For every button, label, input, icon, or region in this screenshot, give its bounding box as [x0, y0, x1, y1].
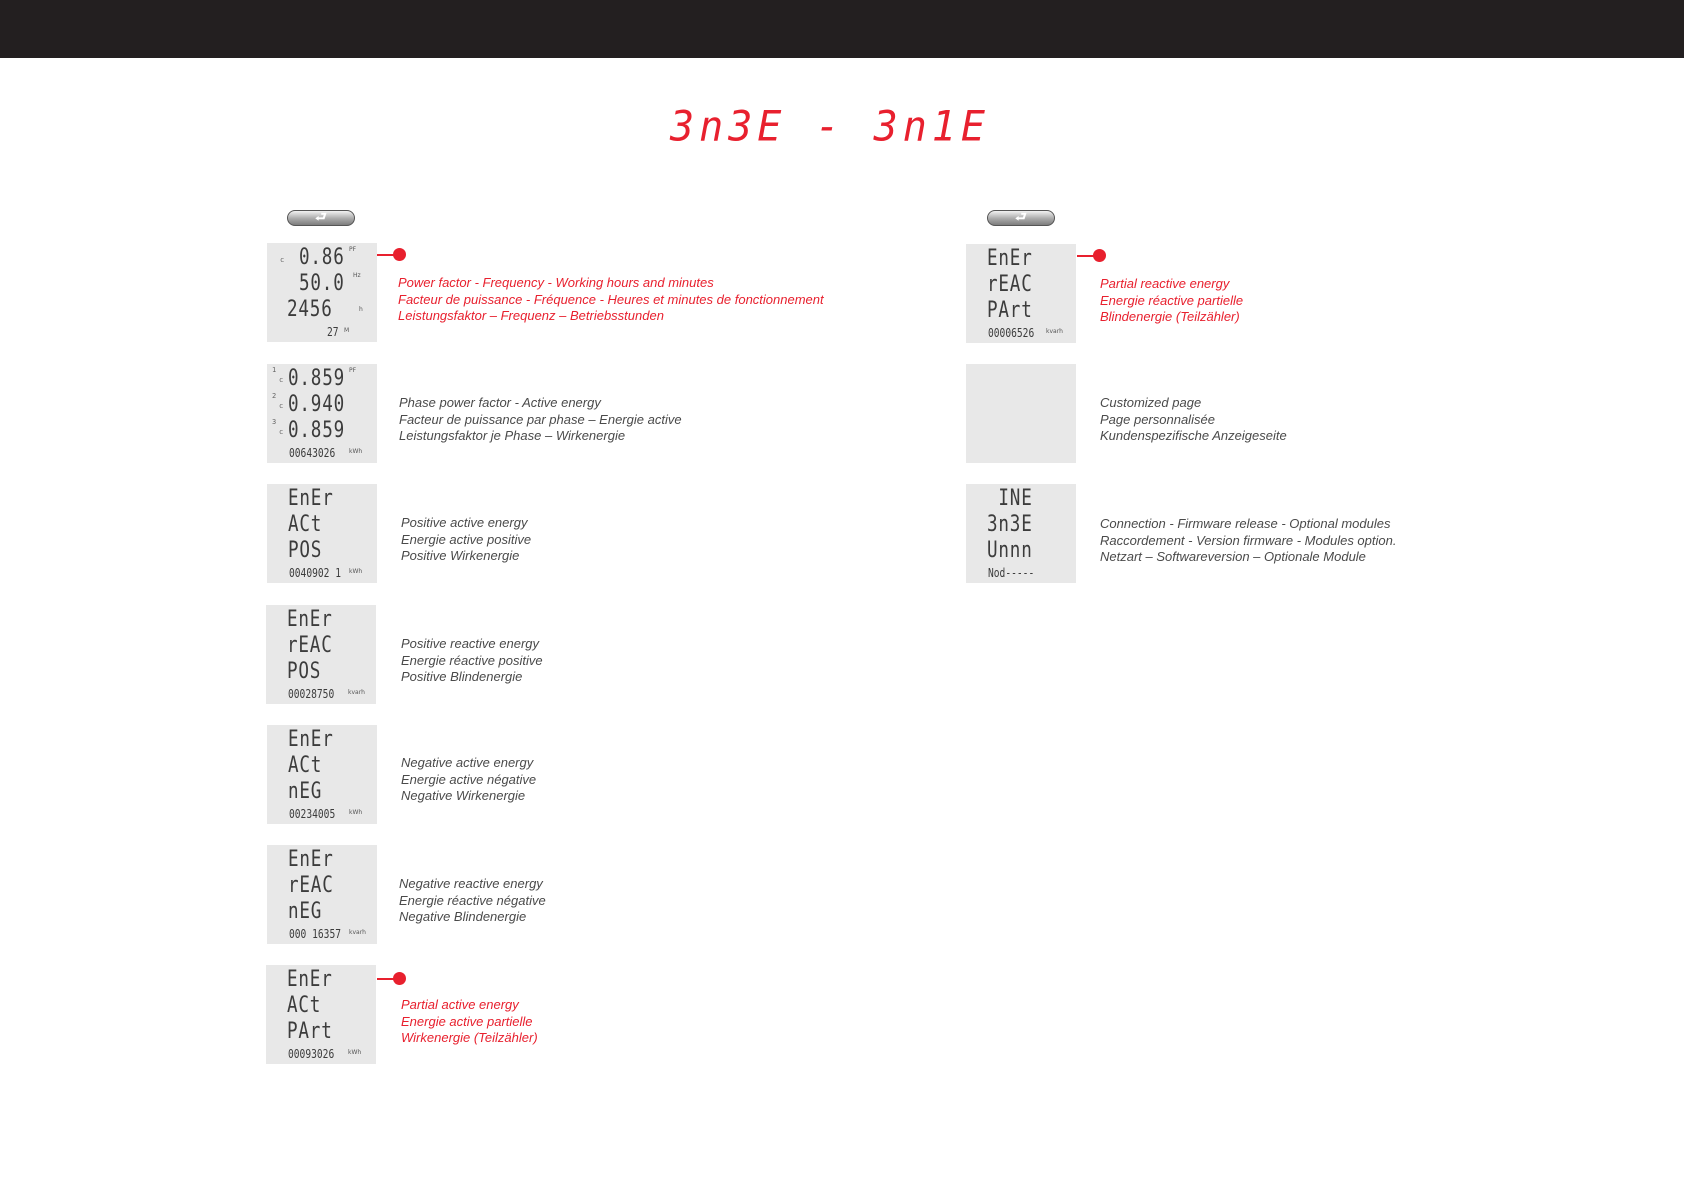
lcd-line-3: PArt — [287, 1019, 333, 1044]
lcd-display-blank — [966, 364, 1076, 463]
lcd-display — [266, 965, 376, 1064]
lcd-line-3: nEG — [288, 779, 323, 804]
desc-de: Positive Blindenergie — [401, 669, 523, 684]
desc-en: Power factor - Frequency - Working hours and minutes — [398, 275, 714, 290]
lcd-line-2: 50.0 — [299, 271, 345, 296]
lcd-line-1: 0.859 — [288, 366, 345, 391]
lcd-sign: c — [279, 402, 284, 410]
lcd-bottom-value: 000 16357 — [289, 927, 342, 941]
back-button-left[interactable] — [287, 210, 355, 226]
lcd-line-1: EnEr — [288, 847, 334, 872]
desc-fr: Facteur de puissance - Fréquence - Heures et minutes de fonctionnement — [398, 291, 824, 307]
highlight-marker — [377, 248, 407, 262]
lcd-display — [266, 605, 376, 704]
desc-de: Blindenergie (Teilzähler) — [1100, 309, 1240, 324]
lcd-line-1: EnEr — [287, 607, 333, 632]
page-description — [398, 275, 824, 325]
lcd-line-2: ACt — [288, 512, 323, 537]
lcd-display — [267, 725, 377, 824]
desc-fr: Energie active positive — [401, 531, 532, 547]
lcd-line-2: 3n3E — [987, 512, 1033, 537]
page-description — [1100, 516, 1396, 566]
desc-de: Negative Wirkenergie — [401, 788, 526, 803]
lcd-line-3: 0.859 — [288, 418, 345, 443]
highlight-marker — [377, 972, 407, 986]
page-description — [1100, 395, 1287, 445]
desc-de: Netzart – Softwareversion – Optionale Module — [1100, 549, 1366, 564]
lcd-bottom-unit: kWh — [349, 568, 363, 575]
lcd-line-3: nEG — [288, 899, 323, 924]
page-description — [401, 755, 536, 805]
desc-en: Phase power factor - Active energy — [399, 395, 601, 410]
desc-en: Positive reactive energy — [401, 636, 540, 651]
lcd-line-1: INE — [987, 486, 1033, 511]
desc-de: Kundenspezifische Anzeigeseite — [1100, 428, 1287, 443]
desc-en: Customized page — [1100, 395, 1202, 410]
page-title: 3n3E - 3n1E — [670, 102, 990, 152]
desc-de: Leistungsfaktor – Frequenz – Betriebsstunden — [398, 308, 664, 323]
desc-fr: Energie active partielle — [401, 1013, 533, 1029]
return-arrow-icon: ⮐ — [1015, 210, 1027, 225]
lcd-unit-2: Hz — [353, 272, 361, 279]
lcd-line-3: POS — [288, 538, 323, 563]
page-description — [399, 876, 546, 926]
desc-fr: Energie active négative — [401, 771, 537, 787]
lcd-line-2: rEAC — [287, 633, 333, 658]
lcd-bottom-unit: kWh — [348, 1049, 362, 1056]
lcd-line-2: ACt — [288, 753, 323, 778]
lcd-bottom-unit: kvarh — [348, 689, 365, 696]
lcd-display — [267, 364, 377, 463]
lcd-display — [966, 484, 1076, 583]
lcd-bottom-value: 00028750 — [288, 687, 335, 701]
back-button-right[interactable] — [987, 210, 1055, 226]
lcd-bottom-value: 0040902 1 — [289, 566, 342, 580]
desc-de: Wirkenergie (Teilzähler) — [401, 1030, 538, 1045]
lcd-bottom-value: Nod----- — [988, 566, 1035, 580]
highlight-marker — [1077, 249, 1107, 263]
lcd-unit-1: PF — [349, 246, 357, 253]
lcd-sign: c — [279, 376, 284, 384]
lcd-line-1: EnEr — [287, 967, 333, 992]
desc-en: Connection - Firmware release - Optional modules — [1100, 516, 1391, 531]
lcd-line-2: 0.940 — [288, 392, 345, 417]
desc-en: Negative active energy — [401, 755, 534, 770]
lcd-line-2: rEAC — [987, 272, 1033, 297]
desc-fr: Raccordement - Version firmware - Modules option. — [1100, 532, 1397, 548]
desc-en: Positive active energy — [401, 515, 528, 530]
lcd-line-2: ACt — [287, 993, 322, 1018]
lcd-bottom-value: 27 — [327, 325, 339, 339]
lcd-line-3: PArt — [987, 298, 1033, 323]
lcd-phase-1: 1 — [272, 366, 277, 374]
page-description — [401, 997, 538, 1047]
lcd-line-1: EnEr — [987, 246, 1033, 271]
desc-en: Partial reactive energy — [1100, 276, 1230, 291]
lcd-display — [267, 845, 377, 944]
lcd-sign: c — [280, 256, 285, 264]
lcd-display — [267, 243, 377, 342]
desc-en: Partial active energy — [401, 997, 519, 1012]
lcd-phase-3: 3 — [272, 418, 277, 426]
lcd-bottom-unit: kvarh — [1046, 328, 1063, 335]
lcd-bottom-value: 00093026 — [288, 1047, 335, 1061]
lcd-bottom-value: 00006526 — [988, 326, 1035, 340]
lcd-bottom-unit: kWh — [349, 448, 363, 455]
return-arrow-icon: ⮐ — [315, 210, 327, 225]
lcd-phase-2: 2 — [272, 392, 277, 400]
desc-fr: Energie réactive négative — [399, 892, 546, 908]
page-description — [401, 636, 543, 686]
lcd-display — [267, 484, 377, 583]
lcd-line-3: 2456 — [287, 297, 333, 322]
lcd-line-1: EnEr — [288, 486, 334, 511]
desc-fr: Energie réactive positive — [401, 652, 543, 668]
lcd-line-1: EnEr — [288, 727, 334, 752]
lcd-display — [966, 244, 1076, 343]
lcd-bottom-value: 00643026 — [289, 446, 336, 460]
lcd-line-1: 0.86 — [299, 245, 345, 270]
lcd-unit-3: h — [359, 306, 363, 313]
page-description — [401, 515, 531, 565]
lcd-line-3: Unnn — [987, 538, 1033, 563]
desc-fr: Energie réactive partielle — [1100, 292, 1244, 308]
lcd-bottom-unit: M — [344, 327, 350, 334]
lcd-line-3: POS — [287, 659, 322, 684]
top-bar — [0, 0, 1684, 58]
page-description — [1100, 276, 1243, 326]
desc-de: Positive Wirkenergie — [401, 548, 520, 563]
lcd-sign: c — [279, 428, 284, 436]
page-description — [399, 395, 682, 445]
desc-en: Negative reactive energy — [399, 876, 543, 891]
desc-de: Leistungsfaktor je Phase – Wirkenergie — [399, 428, 626, 443]
lcd-line-2: rEAC — [288, 873, 334, 898]
desc-de: Negative Blindenergie — [399, 909, 527, 924]
lcd-bottom-value: 00234005 — [289, 807, 336, 821]
lcd-bottom-unit: kvarh — [349, 929, 366, 936]
desc-fr: Facteur de puissance par phase – Energie active — [399, 411, 682, 427]
lcd-bottom-unit: kWh — [349, 809, 363, 816]
lcd-unit-1: PF — [349, 367, 357, 374]
desc-fr: Page personnalisée — [1100, 411, 1215, 427]
